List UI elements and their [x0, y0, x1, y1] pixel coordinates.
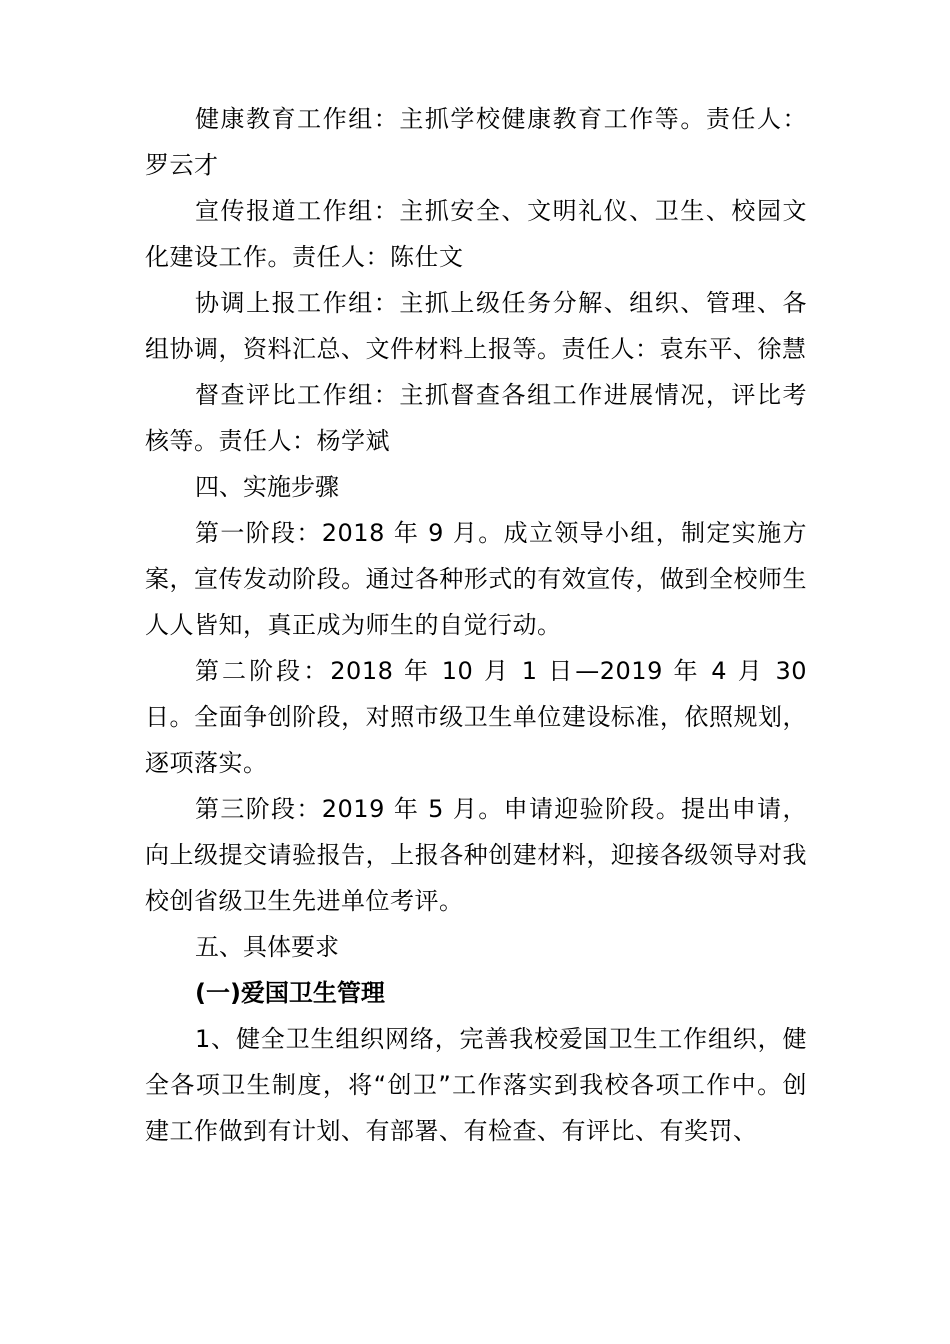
paragraph-stage-two: 第二阶段：2018 年 10 月 1 日—2019 年 4 月 30 日。全面争创阶段，对照市级卫生单位建设标准，依照规划，逐项落实。 — [145, 657, 807, 777]
section-heading-specific-requirements: 五、具体要求 — [195, 933, 339, 961]
paragraph-health-education-group: 健康教育工作组：主抓学校健康教育工作等。责任人：罗云才 — [145, 105, 807, 179]
paragraph-coordination-group: 协调上报工作组：主抓上级任务分解、组织、管理、各组协调，资料汇总、文件材料上报等。责任人：袁东平、徐慧 — [145, 289, 807, 363]
section-heading-implementation-steps: 四、实施步骤 — [195, 473, 339, 501]
paragraph-requirement-one: 1、健全卫生组织网络，完善我校爱国卫生工作组织，健全各项卫生制度，将“创卫”工作落实到我校各项工作中。创建工作做到有计划、有部署、有检查、有评比、有奖罚、 — [145, 1025, 807, 1145]
document-body — [145, 96, 807, 1154]
subsection-heading-patriotic-health: (一)爱国卫生管理 — [195, 979, 385, 1007]
paragraph-stage-one: 第一阶段：2018 年 9 月。成立领导小组，制定实施方案，宣传发动阶段。通过各种形式的有效宣传，做到全校师生人人皆知，真正成为师生的自觉行动。 — [145, 519, 807, 639]
paragraph-publicity-group: 宣传报道工作组：主抓安全、文明礼仪、卫生、校园文化建设工作。责任人：陈仕文 — [145, 197, 807, 271]
paragraph-stage-three: 第三阶段：2019 年 5 月。申请迎验阶段。提出申请，向上级提交请验报告，上报各种创建材料，迎接各级领导对我校创省级卫生先进单位考评。 — [145, 795, 807, 915]
paragraph-supervision-group: 督查评比工作组：主抓督查各组工作进展情况，评比考核等。责任人：杨学斌 — [145, 381, 807, 455]
